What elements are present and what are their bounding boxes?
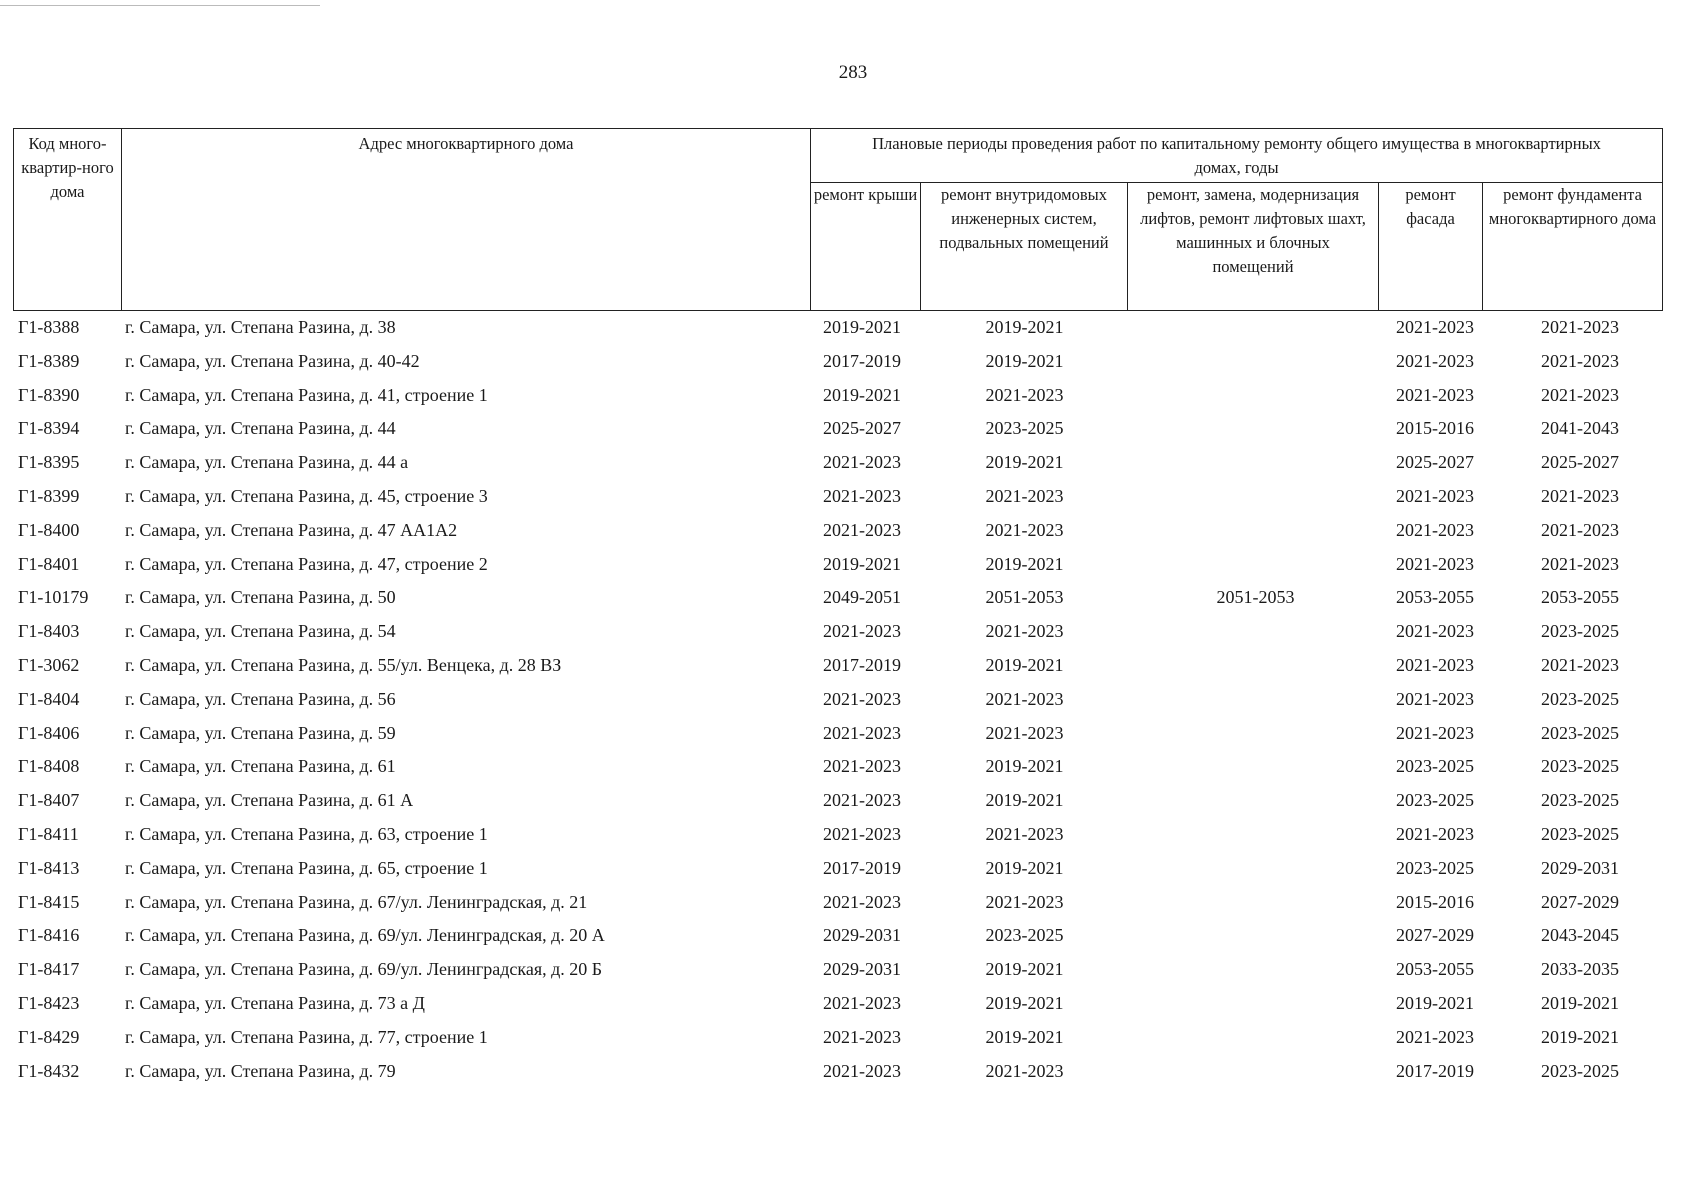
house-code: Г1-8406 [18,722,80,743]
facade-period: 2021-2023 [1396,823,1474,844]
table-row [0,615,1706,649]
house-address: г. Самара, ул. Степана Разина, д. 73 а Д [125,992,425,1013]
roof-period: 2017-2019 [823,350,901,371]
table-row [0,649,1706,683]
foundation-period: 2043-2045 [1541,925,1619,946]
facade-period: 2021-2023 [1396,519,1474,540]
house-code: Г1-8394 [18,418,80,439]
roof-period: 2025-2027 [823,418,901,439]
table-row [0,953,1706,987]
facade-period: 2021-2023 [1396,688,1474,709]
roof-period: 2021-2023 [823,688,901,709]
foundation-period: 2053-2055 [1541,587,1619,608]
roof-period: 2029-2031 [823,959,901,980]
house-code: Г1-8399 [18,485,80,506]
foundation-period: 2033-2035 [1541,959,1619,980]
table-header [13,128,1663,311]
house-address: г. Самара, ул. Степана Разина, д. 40-42 [125,350,420,371]
facade-period: 2021-2023 [1396,384,1474,405]
foundation-period: 2023-2025 [1541,790,1619,811]
foundation-period: 2029-2031 [1541,857,1619,878]
house-code: Г1-8429 [18,1026,80,1047]
systems-period: 2019-2021 [985,553,1064,574]
systems-period: 2021-2023 [985,519,1064,540]
table-row [0,987,1706,1021]
facade-period: 2021-2023 [1396,485,1474,506]
roof-period: 2019-2021 [823,317,901,337]
header-lifts: ремонт, замена, модернизация лифтов, ремонт лифтовых шахт, машинных и блочных помещений [1128,183,1379,311]
foundation-period: 2019-2021 [1541,1026,1619,1047]
house-code: Г1-8404 [18,688,80,709]
foundation-period: 2021-2023 [1541,553,1619,574]
roof-period: 2021-2023 [823,891,901,912]
house-address: г. Самара, ул. Степана Разина, д. 77, строение 1 [125,1026,488,1047]
header-facade: ремонт фасада [1379,183,1483,311]
table-row [0,1055,1706,1089]
house-address: г. Самара, ул. Степана Разина, д. 63, строение 1 [125,823,488,844]
house-code: Г1-8389 [18,350,80,371]
table-row [0,1021,1706,1055]
house-code: Г1-8423 [18,992,80,1013]
table-row [0,750,1706,784]
systems-period: 2019-2021 [985,452,1064,473]
systems-period: 2021-2023 [985,688,1064,709]
house-address: г. Самара, ул. Степана Разина, д. 56 [125,688,396,709]
facade-period: 2027-2029 [1396,925,1474,946]
systems-period: 2023-2025 [985,925,1064,946]
roof-period: 2021-2023 [823,823,901,844]
roof-period: 2019-2021 [823,384,901,405]
house-address: г. Самара, ул. Степана Разина, д. 67/ул. Ленинградская, д. 21 [125,891,588,912]
roof-period: 2021-2023 [823,992,901,1013]
systems-period: 2051-2053 [985,587,1064,608]
foundation-period: 2023-2025 [1541,756,1619,777]
facade-period: 2021-2023 [1396,722,1474,743]
table-row [0,480,1706,514]
roof-period: 2021-2023 [823,722,901,743]
house-code: Г1-8395 [18,452,80,473]
house-code: Г1-3062 [18,654,80,675]
foundation-period: 2023-2025 [1541,621,1619,642]
facade-period: 2023-2025 [1396,756,1474,777]
roof-period: 2021-2023 [823,485,901,506]
foundation-period: 2025-2027 [1541,452,1619,473]
table-row [0,379,1706,413]
scan-edge-line [0,5,320,6]
house-code: Г1-10179 [18,587,89,608]
house-address: г. Самара, ул. Степана Разина, д. 59 [125,722,396,743]
roof-period: 2021-2023 [823,519,901,540]
foundation-period: 2021-2023 [1541,384,1619,405]
roof-period: 2017-2019 [823,857,901,878]
house-address: г. Самара, ул. Степана Разина, д. 44 [125,418,396,439]
systems-period: 2019-2021 [985,654,1064,675]
foundation-period: 2021-2023 [1541,350,1619,371]
table-row [0,886,1706,920]
systems-period: 2019-2021 [985,992,1064,1013]
house-code: Г1-8408 [18,756,80,777]
roof-period: 2021-2023 [823,621,901,642]
roof-period: 2021-2023 [823,1026,901,1047]
facade-period: 2019-2021 [1396,992,1474,1013]
roof-period: 2021-2023 [823,790,901,811]
house-address: г. Самара, ул. Степана Разина, д. 69/ул. Ленинградская, д. 20 А [125,925,605,946]
foundation-period: 2019-2021 [1541,992,1619,1013]
facade-period: 2053-2055 [1396,587,1474,608]
roof-period: 2017-2019 [823,654,901,675]
table-row [0,311,1706,345]
roof-period: 2049-2051 [823,587,901,608]
table-row [0,818,1706,852]
header-roof: ремонт крыши [811,183,921,311]
table-row [0,446,1706,480]
foundation-period: 2027-2029 [1541,891,1619,912]
facade-period: 2015-2016 [1396,891,1474,912]
facade-period: 2021-2023 [1396,654,1474,675]
roof-period: 2019-2021 [823,553,901,574]
house-address: г. Самара, ул. Степана Разина, д. 55/ул. Венцека, д. 28 ВЗ [125,654,562,675]
table-row [0,412,1706,446]
house-code: Г1-8407 [18,790,80,811]
header-address: Адрес многоквартирного дома [122,129,811,311]
systems-period: 2021-2023 [985,891,1064,912]
house-address: г. Самара, ул. Степана Разина, д. 79 [125,1060,396,1081]
facade-period: 2021-2023 [1396,1026,1474,1047]
lifts-period: 2051-2053 [1216,587,1295,608]
table-row [0,717,1706,751]
foundation-period: 2021-2023 [1541,654,1619,675]
systems-period: 2019-2021 [985,756,1064,777]
house-code: Г1-8390 [18,384,80,405]
roof-period: 2029-2031 [823,925,901,946]
systems-period: 2019-2021 [985,790,1064,811]
house-code: Г1-8388 [18,317,80,337]
table-row [0,919,1706,953]
foundation-period: 2023-2025 [1541,722,1619,743]
facade-period: 2023-2025 [1396,790,1474,811]
facade-period: 2025-2027 [1396,452,1474,473]
foundation-period: 2021-2023 [1541,519,1619,540]
foundation-period: 2023-2025 [1541,823,1619,844]
house-code: Г1-8400 [18,519,80,540]
header-systems: ремонт внутридомовых инженерных систем, подвальных помещений [921,183,1128,311]
house-code: Г1-8432 [18,1060,80,1081]
facade-period: 2023-2025 [1396,857,1474,878]
table-row [0,345,1706,379]
foundation-period: 2021-2023 [1541,317,1619,337]
house-address: г. Самара, ул. Степана Разина, д. 50 [125,587,396,608]
house-code: Г1-8403 [18,621,80,642]
systems-period: 2019-2021 [985,317,1064,337]
table-body [0,311,1706,1088]
house-address: г. Самара, ул. Степана Разина, д. 38 [125,317,396,337]
house-address: г. Самара, ул. Степана Разина, д. 45, строение 3 [125,485,488,506]
house-address: г. Самара, ул. Степана Разина, д. 61 [125,756,396,777]
foundation-period: 2023-2025 [1541,688,1619,709]
table-row [0,784,1706,818]
facade-period: 2053-2055 [1396,959,1474,980]
house-code: Г1-8411 [18,823,79,844]
facade-period: 2021-2023 [1396,317,1474,337]
page-number: 283 [838,62,868,83]
house-address: г. Самара, ул. Степана Разина, д. 47 АА1А2 [125,519,458,540]
table-row [0,852,1706,886]
house-code: Г1-8416 [18,925,80,946]
table-row [0,581,1706,615]
facade-period: 2021-2023 [1396,350,1474,371]
systems-period: 2019-2021 [985,1026,1064,1047]
header-code: Код много-квартир-ного дома [14,129,122,311]
table-row [0,548,1706,582]
facade-period: 2017-2019 [1396,1060,1474,1081]
roof-period: 2021-2023 [823,452,901,473]
facade-period: 2021-2023 [1396,621,1474,642]
header-periods: Плановые периоды проведения работ по капитальному ремонту общего имущества в многоквартирных домах, годы [811,129,1663,183]
house-address: г. Самара, ул. Степана Разина, д. 47, строение 2 [125,553,488,574]
facade-period: 2015-2016 [1396,418,1474,439]
systems-period: 2023-2025 [985,418,1064,439]
foundation-period: 2023-2025 [1541,1060,1619,1081]
house-code: Г1-8417 [18,959,80,980]
systems-period: 2021-2023 [985,485,1064,506]
table-row [0,514,1706,548]
systems-period: 2021-2023 [985,384,1064,405]
foundation-period: 2041-2043 [1541,418,1619,439]
facade-period: 2021-2023 [1396,553,1474,574]
systems-period: 2021-2023 [985,722,1064,743]
house-code: Г1-8415 [18,891,80,912]
house-address: г. Самара, ул. Степана Разина, д. 54 [125,621,396,642]
house-address: г. Самара, ул. Степана Разина, д. 41, строение 1 [125,384,488,405]
systems-period: 2019-2021 [985,959,1064,980]
table-row [0,683,1706,717]
header-foundation: ремонт фундамента многоквартирного дома [1483,183,1663,311]
systems-period: 2021-2023 [985,823,1064,844]
house-address: г. Самара, ул. Степана Разина, д. 69/ул. Ленинградская, д. 20 Б [125,959,603,980]
systems-period: 2021-2023 [985,621,1064,642]
house-code: Г1-8413 [18,857,80,878]
roof-period: 2021-2023 [823,756,901,777]
house-address: г. Самара, ул. Степана Разина, д. 44 а [125,452,409,473]
systems-period: 2021-2023 [985,1060,1064,1081]
house-address: г. Самара, ул. Степана Разина, д. 65, строение 1 [125,857,488,878]
roof-period: 2021-2023 [823,1060,901,1081]
systems-period: 2019-2021 [985,857,1064,878]
systems-period: 2019-2021 [985,350,1064,371]
house-code: Г1-8401 [18,553,80,574]
foundation-period: 2021-2023 [1541,485,1619,506]
house-address: г. Самара, ул. Степана Разина, д. 61 А [125,790,414,811]
